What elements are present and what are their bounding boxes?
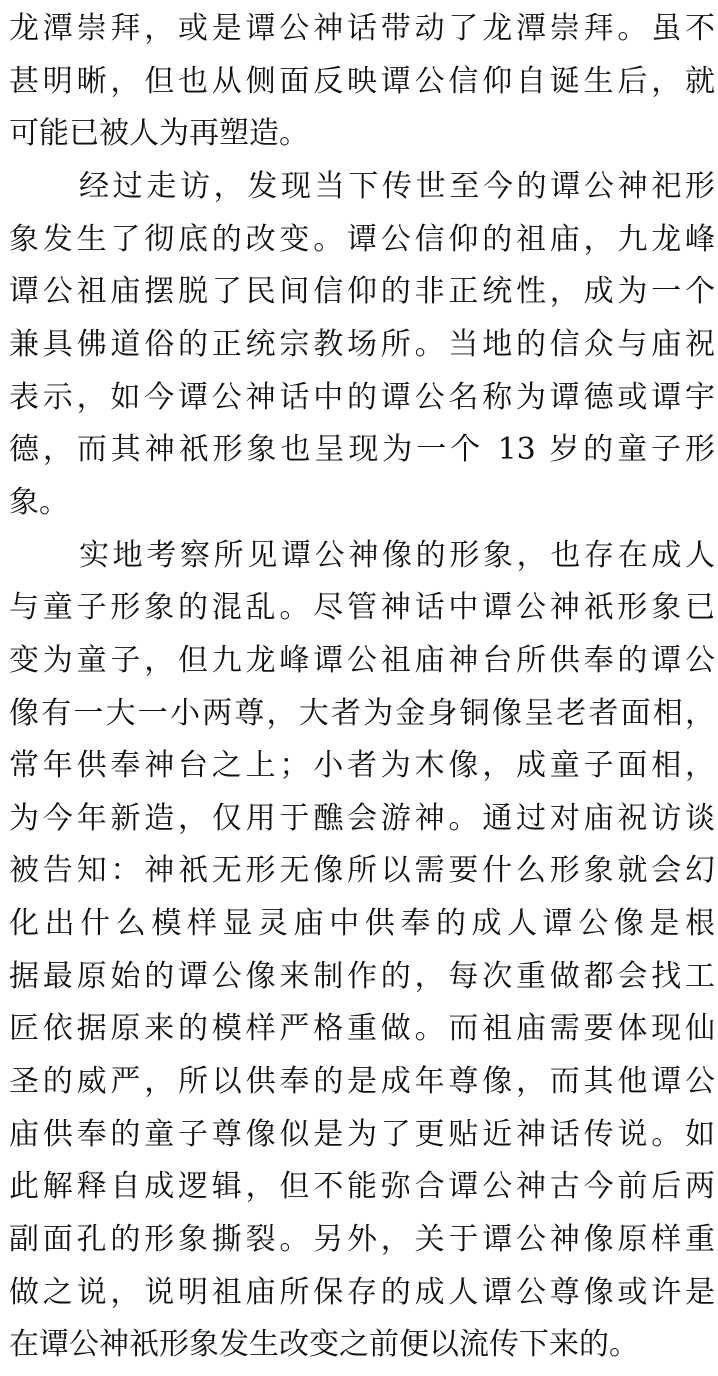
text-line: 甚明晰，但也从侧面反映谭公信仰自诞生后，就 [9, 63, 715, 99]
text-line: 被告知：神祇无形无像所以需要什么形象就会幻 [9, 853, 715, 889]
text-line: 据最原始的谭公像来制作的，每次重做都会找工 [9, 958, 715, 994]
text-line: 象发生了彻底的改变。谭公信仰的祖庙，九龙峰 [9, 221, 715, 257]
text-line: 龙潭崇拜，或是谭公神话带动了龙潭崇拜。虽不 [9, 11, 715, 46]
text-line: 象。 [9, 484, 69, 520]
text-line: 庙供奉的童子尊像似是为了更贴近神话传说。如 [9, 1116, 715, 1152]
text-line: 兼具佛道俗的正统宗教场所。当地的信众与庙祝 [9, 326, 715, 362]
text-line: 与童子形象的混乱。尽管神话中谭公神祇形象已 [9, 590, 715, 626]
paragraph-start-line: 经过走访，发现当下传世至今的谭公神祀形 [79, 168, 715, 204]
text-line: 化出什么模样显灵庙中供奉的成人谭公像是根 [9, 906, 715, 942]
text-line: 像有一大一小两尊，大者为金身铜像呈老者面相， [9, 695, 715, 731]
text-line: 谭公祖庙摆脱了民间信仰的非正统性，成为一个 [9, 274, 715, 310]
text-line: 在谭公神祇形象发生改变之前便以流传下来的。 [9, 1327, 639, 1363]
text-line: 匠依据原来的模样严格重做。而祖庙需要体现仙 [9, 1011, 715, 1047]
paragraph-start-line: 实地考察所见谭公神像的形象，也存在成人 [79, 537, 715, 573]
text-line: 圣的威严，所以供奉的是成年尊像，而其他谭公 [9, 1064, 715, 1100]
text-line: 为今年新造，仅用于醮会游神。通过对庙祝访谈 [9, 800, 715, 836]
text-line: 可能已被人为再塑造。 [9, 116, 309, 152]
text-line: 做之说，说明祖庙所保存的成人谭公尊像或许是 [9, 1274, 715, 1310]
text-line: 副面孔的形象撕裂。另外，关于谭公神像原样重 [9, 1222, 715, 1258]
text-line: 表示，如今谭公神话中的谭公名称为谭德或谭宇 [9, 379, 715, 415]
text-line: 常年供奉神台之上；小者为木像，成童子面相， [9, 748, 715, 784]
text-line: 此解释自成逻辑，但不能弥合谭公神古今前后两 [9, 1169, 715, 1205]
text-line: 变为童子，但九龙峰谭公祖庙神台所供奉的谭公 [9, 642, 715, 678]
text-line: 德，而其神祇形象也呈现为一个 13 岁的童子形 [9, 432, 715, 468]
